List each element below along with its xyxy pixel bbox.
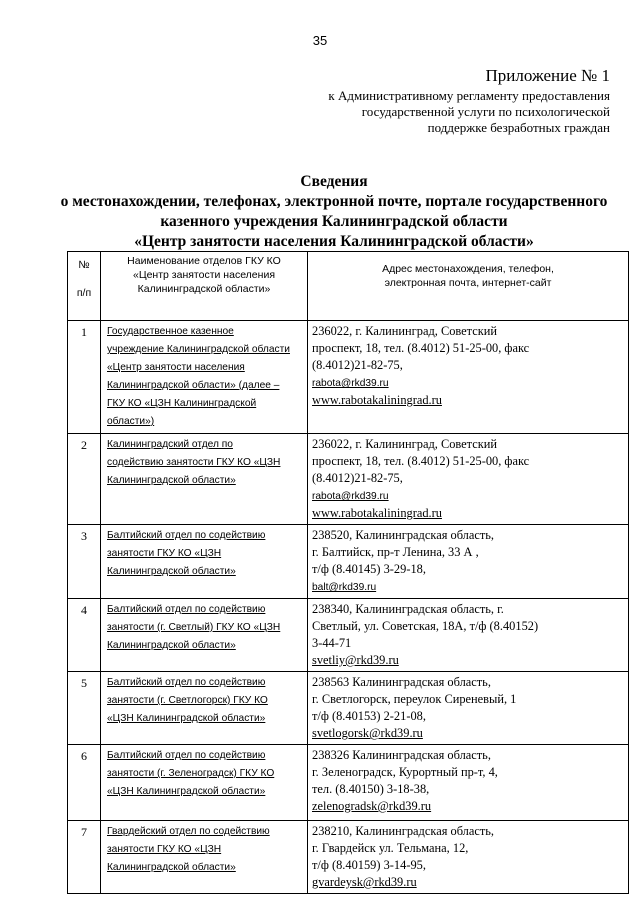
appendix-line: государственной услуги по психологической — [361, 104, 610, 119]
office-name — [101, 599, 308, 672]
office-name-line: Калининградской области» — [107, 475, 236, 486]
office-name-line: Калининградской области» — [107, 566, 236, 577]
address-line: тел. (8.40150) 3-18-38, — [312, 782, 430, 796]
table-row — [68, 321, 629, 434]
title-line: Сведения — [300, 173, 368, 190]
address-line: проспект, 18, тел. (8.4012) 51-25-00, факс — [312, 454, 530, 468]
office-name — [101, 821, 308, 894]
office-name-line: Балтийский отдел по содействию — [107, 530, 266, 541]
row-number: 3 — [68, 525, 101, 599]
address-line: г. Балтийск, пр-т Ленина, 33 А , — [312, 545, 479, 559]
email-link[interactable]: zelenogradsk@rkd39.ru — [312, 799, 432, 813]
title-line: казенного учреждения Калининградской области — [160, 213, 508, 230]
office-name-line: занятости ГКУ КО «ЦЗН — [107, 844, 222, 855]
header-name-line: «Центр занятости населения — [132, 269, 276, 281]
office-address — [308, 434, 629, 525]
office-name-line: Гвардейский отдел по содействию — [107, 826, 270, 837]
address-line: 236022, г. Калининград, Советский — [312, 437, 498, 451]
office-address — [308, 599, 629, 672]
office-name-line: Калининградский отдел по — [107, 439, 233, 450]
address-line: г. Светлогорск, переулок Сиреневый, 1 — [312, 692, 517, 706]
appendix-line: к Административному регламенту предоставления — [328, 88, 610, 103]
email-link[interactable]: svetlogorsk@rkd39.ru — [312, 726, 423, 740]
office-address — [308, 525, 629, 599]
office-name-line: Калининградской области» — [107, 862, 236, 873]
email-link[interactable]: rabota@rkd39.ru — [312, 491, 389, 502]
office-name-line: занятости (г. Светлый) ГКУ КО «ЦЗН — [107, 622, 281, 633]
office-name-line: занятости (г. Светлогорск) ГКУ КО — [107, 695, 268, 706]
document-title — [40, 172, 628, 252]
office-name-line: учреждение Калининградской области — [107, 344, 290, 355]
table-row — [68, 745, 629, 821]
website-link[interactable]: www.rabotakaliningrad.ru — [312, 506, 442, 520]
office-address — [308, 672, 629, 745]
address-line: (8.4012)21-82-75, — [312, 471, 403, 485]
office-name — [101, 321, 308, 434]
header-number-symbol: № — [78, 259, 90, 271]
address-line: 238340, Калининградская область, г. — [312, 602, 504, 616]
office-name — [101, 525, 308, 599]
office-name-line: занятости ГКУ КО «ЦЗН — [107, 548, 222, 559]
office-name-line: «ЦЗН Калининградской области» — [107, 786, 266, 797]
address-line: г. Гвардейск ул. Тельмана, 12, — [312, 841, 469, 855]
header-address — [308, 252, 629, 321]
office-name — [101, 434, 308, 525]
header-number — [68, 252, 101, 321]
office-name-line: ГКУ КО «ЦЗН Калининградской — [107, 398, 257, 409]
office-name-line: Калининградской области» (далее – — [107, 380, 280, 391]
address-line: 236022, г. Калининград, Советский — [312, 324, 498, 338]
address-line: т/ф (8.40159) 3-14-95, — [312, 858, 426, 872]
header-address-line: Адрес местонахождения, телефон, — [382, 263, 554, 275]
office-name — [101, 672, 308, 745]
office-name-line: Балтийский отдел по содействию — [107, 677, 266, 688]
row-number: 2 — [68, 434, 101, 525]
row-number: 4 — [68, 599, 101, 672]
page-number: 35 — [312, 33, 328, 48]
header-number-label: п/п — [76, 287, 92, 299]
address-line: 238210, Калининградская область, — [312, 824, 495, 838]
row-number: 1 — [68, 321, 101, 434]
offices-table — [67, 251, 629, 894]
office-name-line: Балтийский отдел по содействию — [107, 604, 266, 615]
header-name-line: Наименование отделов ГКУ КО — [127, 255, 281, 267]
office-name-line: занятости (г. Зеленоградск) ГКУ КО — [107, 768, 275, 779]
table-row — [68, 434, 629, 525]
office-name-line: «ЦЗН Калининградской области» — [107, 713, 266, 724]
row-number: 7 — [68, 821, 101, 894]
address-line: 238563 Калининградская область, — [312, 675, 491, 689]
office-name — [101, 745, 308, 821]
email-link[interactable]: gvardeysk@rkd39.ru — [312, 875, 417, 889]
office-name-line: Балтийский отдел по содействию — [107, 750, 266, 761]
address-line: проспект, 18, тел. (8.4012) 51-25-00, факс — [312, 341, 530, 355]
website-link[interactable]: www.rabotakaliningrad.ru — [312, 393, 442, 407]
address-line: т/ф (8.40153) 2-21-08, — [312, 709, 426, 723]
table-row — [68, 672, 629, 745]
address-line: (8.4012)21-82-75, — [312, 358, 403, 372]
address-line: 238520, Калининградская область, — [312, 528, 495, 542]
office-address — [308, 321, 629, 434]
appendix-header — [280, 66, 610, 136]
office-name-line: содействию занятости ГКУ КО «ЦЗН — [107, 457, 281, 468]
office-name-line: Калининградской области» — [107, 640, 236, 651]
address-line: Светлый, ул. Советская, 18А, т/ф (8.40152) — [312, 619, 539, 633]
office-address — [308, 745, 629, 821]
email-link[interactable]: svetliy@rkd39.ru — [312, 653, 399, 667]
address-line: 238326 Калининградская область, — [312, 748, 491, 762]
email-link[interactable]: balt@rkd39.ru — [312, 582, 377, 593]
appendix-line: поддержке безработных граждан — [427, 120, 610, 135]
header-address-line: электронная почта, интернет-сайт — [384, 277, 552, 289]
table-row — [68, 599, 629, 672]
office-name-line: области») — [107, 416, 155, 427]
row-number: 5 — [68, 672, 101, 745]
table-header-row — [68, 252, 629, 321]
header-name-line: Калининградской области» — [137, 283, 271, 295]
header-name — [101, 252, 308, 321]
office-name-line: Государственное казенное — [107, 326, 234, 337]
appendix-title: Приложение № 1 — [485, 66, 610, 85]
email-link[interactable]: rabota@rkd39.ru — [312, 378, 389, 389]
office-name-line: «Центр занятости населения — [107, 362, 245, 373]
title-line: «Центр занятости населения Калининградской области» — [134, 233, 534, 250]
row-number: 6 — [68, 745, 101, 821]
title-line: о местонахождении, телефонах, электронной почте, портале государственного — [60, 193, 608, 210]
office-address — [308, 821, 629, 894]
table-row — [68, 821, 629, 894]
address-line: т/ф (8.40145) 3-29-18, — [312, 562, 426, 576]
table-row — [68, 525, 629, 599]
address-line: 3-44-71 — [312, 636, 352, 650]
address-line: г. Зеленоградск, Курортный пр-т, 4, — [312, 765, 498, 779]
